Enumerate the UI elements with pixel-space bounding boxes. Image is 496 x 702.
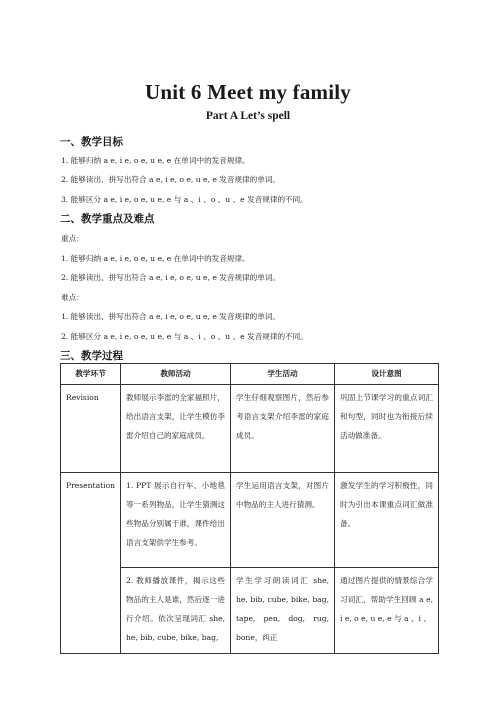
key-item: 1. 能够归纳 a e, i e, o e, u e, e 在单词中的发音规律。 [61,254,250,263]
goal-item: 1. 能够归纳 a e, i e, o e, u e, e 在单词中的发音规律。 [61,156,250,165]
teacher-activity: 1. PPT 展示自行车、小地毯等一系列物品，让学生猜测这些物品分别属于谁，课件给出语言支架供学生参考。 [126,481,225,547]
stage-cell [61,385,121,473]
teacher-cell [121,473,231,568]
purpose-cell [335,385,439,473]
key-item: 2. 能够读出、拼写出符合 a e, i e, o e, u e, e 发音规律的单词。 [61,273,281,282]
key-label: 重点： [61,234,84,243]
table-row [61,568,439,654]
section-heading-process: 三、教学过程 [60,350,123,362]
stage-cell [61,568,121,654]
difficult-item: 1. 能够读出、拼写出符合 a e, i e, o e, u e, e 发音规律的单词。 [61,312,281,321]
purpose-cell [335,473,439,568]
column-header: 设计意图 [335,364,439,385]
difficult-label: 难点： [61,293,84,302]
table-row [61,473,439,568]
stage-label: Presentation [66,481,116,490]
table-row [61,385,439,473]
design-purpose: 巩固上节课学习的重点词汇和句型，同时也为衔接后续活动做准备。 [340,393,433,440]
student-activity: 学生学习朗读词汇 she, he, bib, cube, bike, bag, tape, pen, dog, rug, bone，纠正 [236,576,329,642]
teacher-activity: 2. 教师播放课件，揭示这些物品的主人是谁，然后逐一进行介绍。依次呈现词汇 she, he, bib, cube, bike, bag, [126,576,225,642]
teacher-activity: 教师展示李雷的全家福照片，给出语言支架，让学生模仿李雷介绍自己的家庭成员。 [126,393,225,440]
stage-cell [61,473,121,568]
teacher-cell [121,385,231,473]
table-header-row [61,364,439,385]
column-header: 教学环节 [61,364,121,385]
document-title: Unit 6 Meet my family [145,80,351,104]
student-activity: 学生运用语言支架，对图片中物品的主人进行猜测。 [236,481,329,509]
column-header: 教师活动 [121,364,231,385]
column-header: 学生活动 [231,364,335,385]
stage-label: Revision [66,393,99,402]
student-cell [231,385,335,473]
teacher-cell [121,568,231,654]
student-activity: 学生仔细观察图片，然后参考语言支架介绍李雷的家庭成员。 [236,393,329,440]
design-purpose: 激发学生的学习积极性，同时为引出本课重点词汇做准备。 [340,481,433,528]
design-purpose: 通过图片提供的情景综合学习词汇，帮助学生回顾 a e, i e, o e, u e, e 与 a 、i 、 [340,576,433,623]
section-heading-goals: 一、教学目标 [60,136,123,148]
goal-item: 3. 能够区分 a e, i e, o e, u e, e 与 a 、i 、o 、u 、e 发音规律的不同。 [61,195,308,204]
document-subtitle: Part A Let’s spell [205,110,291,122]
purpose-cell [335,568,439,654]
student-cell [231,568,335,654]
section-heading-keypoints: 二、教学重点及难点 [60,213,155,225]
difficult-item: 2. 能够区分 a e, i e, o e, u e, e 与 a 、i 、o 、u 、e 发音规律的不同。 [61,332,308,341]
goal-item: 2. 能够读出、拼写出符合 a e, i e, o e, u e, e 发音规律的单词。 [61,175,281,184]
process-table [60,363,439,654]
student-cell [231,473,335,568]
